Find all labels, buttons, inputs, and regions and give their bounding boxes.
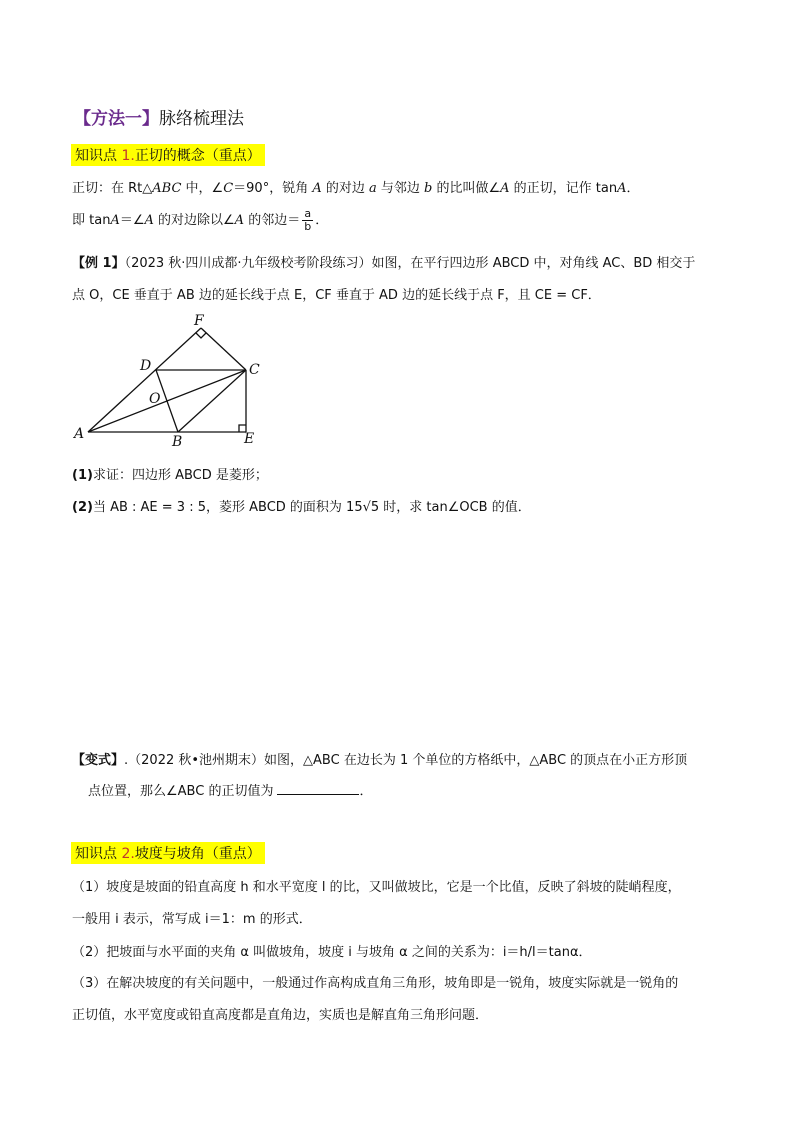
def-var: ABC — [152, 181, 182, 196]
slope-paragraph-2: （2）把坡面与水平面的夹角 α 叫做坡角，坡度 i 与坡角 α 之间的关系为：i＝h/l＝tanα． — [72, 945, 592, 960]
def-var: A — [110, 213, 120, 228]
def-text: 与邻边 — [376, 181, 425, 196]
def-var: A — [144, 213, 154, 228]
label-B: B — [172, 434, 183, 450]
rhombus-figure — [70, 312, 270, 452]
variant-tag: 【变式】 — [72, 753, 125, 768]
question-2-number: (2) — [72, 500, 93, 515]
line-FC — [201, 328, 246, 370]
question-1 — [72, 464, 268, 483]
def-text: 即 tan — [72, 213, 111, 228]
tangent-definition — [72, 177, 640, 196]
example-1-line-2: 点 O，CE 垂直于 AB 边的延长线于点 E，CF 垂直于 AD 边的延长线于点 F，且 CE = CF． — [72, 288, 601, 303]
label-E: E — [244, 431, 255, 447]
def-var: a — [369, 181, 377, 196]
def-var: b — [424, 181, 433, 196]
def-text: ． — [626, 181, 640, 196]
slope-paragraph-1-line-2: 一般用 i 表示，常写成 i＝1：m 的形式． — [72, 912, 312, 927]
kp1-prefix: 知识点 — [75, 148, 122, 164]
tangent-definition-formula — [72, 208, 328, 233]
kp1-text: 正切的概念（重点） — [134, 148, 261, 164]
question-2-text: 当 AB : AE = 3 : 5，菱形 ABCD 的面积为 15√5 时，求 tan∠OCB 的值． — [92, 500, 531, 515]
def-text: 的对边 — [321, 181, 369, 196]
method-bracket: 【方法一】 — [74, 109, 159, 129]
def-var: A — [234, 213, 245, 228]
variant-text: .（2022 秋•池州期末）如图，△ABC 在边长为 1 个单位的方格纸中，△ABC 的顶点在小正方形顶 — [124, 753, 688, 768]
kp2-text: 坡度与坡角（重点） — [134, 846, 261, 862]
example-1-line-1 — [72, 252, 695, 271]
def-text: 的对边除以∠ — [153, 213, 235, 228]
label-D: D — [140, 358, 152, 374]
def-text: 的邻边＝ — [244, 213, 301, 228]
answer-blank[interactable] — [277, 782, 359, 795]
line-BC — [178, 370, 246, 432]
variant-line-1 — [72, 749, 687, 768]
def-var: A — [617, 181, 627, 196]
fraction-a-over-b — [302, 208, 313, 233]
label-F: F — [194, 313, 204, 329]
variant-line-2 — [88, 780, 372, 799]
knowledge-point-2-heading — [71, 842, 265, 864]
def-text: 正切：在 Rt△ — [72, 181, 153, 196]
example-1-tag: 【例 1】 — [72, 256, 125, 271]
right-angle-mark-F — [196, 333, 206, 338]
question-1-text: 求证：四边形 ABCD 是菱形； — [92, 468, 268, 483]
label-A: A — [74, 426, 85, 442]
variant-end: ． — [359, 784, 373, 799]
kp2-prefix: 知识点 — [75, 846, 122, 862]
fraction-denominator: b — [304, 220, 312, 233]
knowledge-point-1-heading — [71, 144, 265, 166]
def-text: 的比叫做∠ — [432, 181, 501, 196]
def-text: ． — [315, 213, 329, 228]
method-title — [74, 104, 244, 129]
label-O: O — [149, 391, 161, 407]
slope-paragraph-3-line-2: 正切值，水平宽度或铅直高度都是直角边，实质也是解直角三角形问题． — [72, 1008, 489, 1023]
question-2 — [72, 496, 531, 515]
def-var: A — [312, 181, 322, 196]
label-C: C — [249, 362, 260, 378]
fraction-numerator: a — [302, 208, 313, 221]
kp2-number: 2. — [121, 846, 135, 862]
def-text: ＝90°，锐角 — [233, 181, 313, 196]
def-var: C — [223, 181, 234, 196]
question-1-number: (1) — [72, 468, 93, 483]
slope-paragraph-3-line-1: （3）在解决坡度的有关问题中，一般通过作高构成直角三角形，坡角即是一锐角，坡度实际就是一锐角的 — [72, 976, 679, 991]
def-text: ＝∠ — [119, 213, 145, 228]
def-var: A — [500, 181, 510, 196]
def-text: 中，∠ — [181, 181, 224, 196]
kp1-number: 1. — [121, 148, 135, 164]
def-text: 的正切，记作 tan — [509, 181, 618, 196]
variant-question: 点位置，那么∠ABC 的正切值为 — [88, 784, 274, 799]
example-1-text: （2023 秋·四川成都·九年级校考阶段练习）如图，在平行四边形 ABCD 中，对角线 AC、BD 相交于 — [124, 256, 696, 271]
method-title-text: 脉络梳理法 — [159, 109, 244, 129]
slope-paragraph-1-line-1: （1）坡度是坡面的铅直高度 h 和水平宽度 l 的比，又叫做坡比，它是一个比值，反映了斜坡的陡峭程度， — [72, 880, 681, 895]
line-AF — [88, 328, 201, 432]
